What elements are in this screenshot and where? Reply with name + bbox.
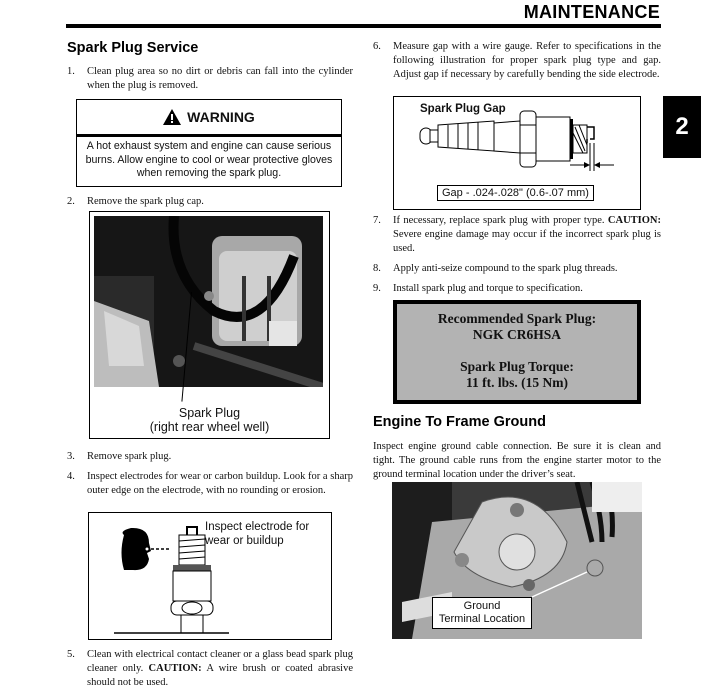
engine-photo-illustration (94, 216, 323, 387)
step-text-part: A wire brush or coated abrasive should not be used. (87, 663, 353, 688)
torque-value: 11 ft. lbs. (15 Nm) (466, 375, 568, 390)
chapter-tab (663, 96, 701, 158)
step-text: Remove the spark plug cap. (87, 196, 204, 207)
recommended-plug-value: NGK CR6HSA (472, 327, 562, 342)
step-text (393, 214, 661, 256)
step-text-part: Severe engine damage may occur if the incorrect spark plug is used. (393, 229, 661, 254)
step-number: 6. (373, 41, 381, 52)
step-text: Install spark plug and torque to specification. (393, 283, 583, 294)
step-5 (67, 648, 353, 690)
step-text: Clean plug area so no dirt or debris can fall into the cylinder when the plug is removed. (87, 66, 353, 91)
step-8 (373, 262, 661, 276)
caption-line-1: Inspect electrode for (205, 521, 310, 533)
header-rule (66, 24, 661, 28)
step-number: 9. (373, 283, 381, 294)
spark-plug-photo-caption (90, 406, 329, 434)
caption-line-1: Ground (463, 600, 501, 612)
warning-label: WARNING (187, 109, 255, 125)
section-title-engine-frame-ground: Engine To Frame Ground (373, 414, 546, 430)
caption-line-2: wear or buildup (205, 534, 284, 547)
ground-terminal-caption (432, 597, 532, 629)
spark-plug-spec-box (393, 300, 641, 404)
gap-figure-title: Spark Plug Gap (420, 103, 506, 115)
caution-label: CAUTION: (607, 215, 661, 226)
step-text: Inspect electrodes for wear or carbon buildup. Look for a sharp outer edge on the electrode, with no rounding or erosion. (87, 471, 353, 496)
step-2 (67, 195, 353, 209)
step-number: 3. (67, 451, 75, 462)
ground-text: Inspect engine ground cable connection. Be sure it is clean and tight. The ground cable runs from the engine starter motor to the ground terminal location under the driver’s seat. (373, 441, 661, 480)
step-number: 4. (67, 471, 75, 482)
step-number: 7. (373, 215, 381, 226)
step-1 (67, 65, 353, 93)
step-text: Measure gap with a wire gauge. Refer to specifications in the following illustration for proper spark plug type and gap. Adjust gap if necessary by carefully bending the side electrode. (393, 41, 661, 80)
step-number: 5. (67, 649, 75, 660)
warning-triangle-icon (163, 109, 181, 125)
spark-plug-location-figure (89, 211, 330, 439)
spark-plug-gap-figure (393, 96, 641, 210)
step-3 (67, 450, 353, 464)
step-4 (67, 470, 353, 498)
step-number: 8. (373, 263, 381, 274)
electrode-inspection-figure (88, 512, 332, 640)
ground-paragraph (373, 440, 661, 482)
ground-terminal-photo (392, 482, 642, 639)
step-7 (373, 214, 661, 256)
page-header-title: MAINTENANCE (523, 2, 660, 22)
chapter-number: 2 (675, 113, 689, 140)
section-title-spark-plug-service: Spark Plug Service (67, 40, 199, 56)
step-text: Remove spark plug. (87, 451, 172, 462)
recommended-plug-label: Recommended Spark Plug: (437, 311, 597, 326)
warning-text: A hot exhaust system and engine can cause serious burns. Allow engine to cool or wear protective gloves when removing the spark plug. (85, 140, 333, 179)
step-6 (373, 40, 661, 82)
step-number: 2. (67, 196, 75, 207)
caption-line-2: (right rear wheel well) (149, 420, 270, 434)
step-text-part: Clean with electrical contact cleaner or a glass bead spark plug cleaner only. (87, 649, 353, 674)
electrode-caption (205, 521, 309, 548)
engine-photo (94, 216, 323, 387)
step-text-part: If necessary, replace spark plug with proper type. (393, 215, 608, 226)
caution-label: CAUTION: (148, 663, 202, 674)
step-number: 1. (67, 66, 75, 77)
step-text (87, 648, 353, 690)
caption-line-2: Terminal Location (438, 613, 526, 625)
warning-box (76, 99, 342, 187)
gap-spec-label: Gap - .024-.028" (0.6-.07 mm) (437, 185, 594, 201)
torque-label: Spark Plug Torque: (460, 359, 574, 374)
step-text: Apply anti-seize compound to the spark plug threads. (393, 263, 618, 274)
warning-header (77, 100, 341, 137)
step-9 (373, 282, 661, 296)
caption-line-1: Spark Plug (178, 406, 241, 420)
